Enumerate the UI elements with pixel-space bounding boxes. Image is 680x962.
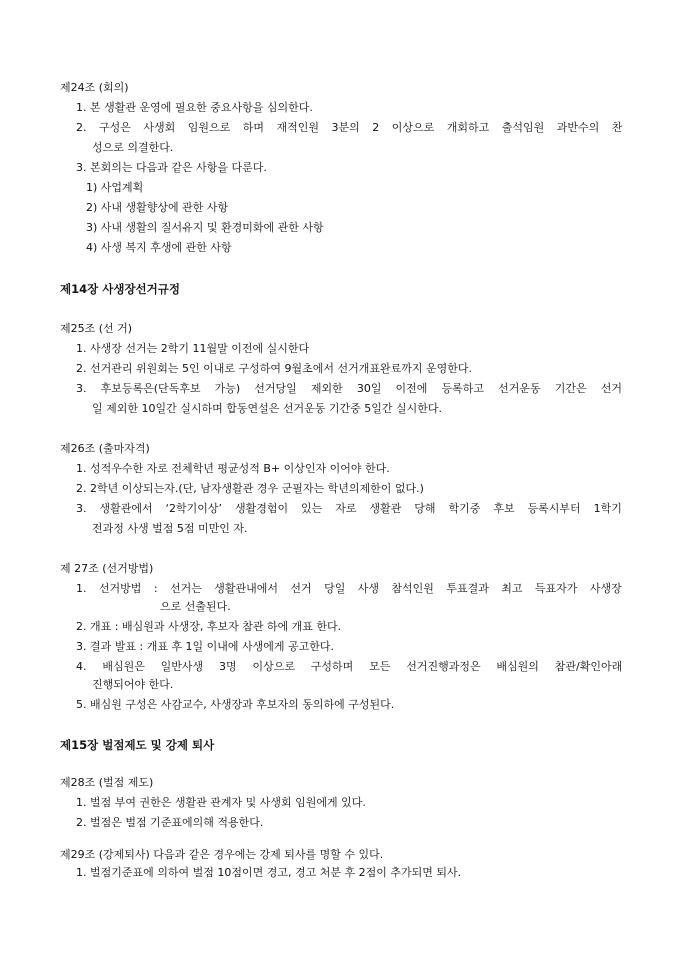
article-26-item-3-line-1: 3. 생활관에서 ‘2학기이상’ 생활경험이 있는 자로 생활관 당해 학기중 후보 등록시부터 1학기 bbox=[76, 502, 622, 515]
article-26-item-2: 2. 2학년 이상되는자.(단, 남자생활관 경우 군필자는 학년의제한이 없다.) bbox=[76, 482, 424, 495]
article-28-item-2: 2. 벌점은 벌점 기준표에의해 적용한다. bbox=[76, 816, 264, 829]
article-27-title: 제 27조 (선거방법) bbox=[60, 562, 154, 575]
article-24-item-1: 1. 본 생활관 운영에 필요한 중요사항을 심의한다. bbox=[76, 101, 313, 114]
article-29-title: 제29조 (강제퇴사) 다음과 같은 경우에는 강제 퇴사를 명할 수 있다. bbox=[60, 848, 384, 861]
article-24-item-2-line-2: 성으로 의결한다. bbox=[92, 141, 174, 154]
article-25-item-2: 2. 선거관리 위원회는 5인 이내로 구성하여 9월초에서 선거개표완료까지 운영한다. bbox=[76, 362, 472, 375]
article-27-item-4-line-2: 진행되어야 한다. bbox=[92, 678, 174, 691]
article-28-item-1: 1. 벌점 부여 권한은 생활관 관계자 및 사생회 임원에게 있다. bbox=[76, 796, 366, 809]
article-27-item-1-line-2: 으로 선출된다. bbox=[160, 600, 231, 613]
article-24-title: 제24조 (회의) bbox=[60, 81, 129, 94]
article-27-item-2: 2. 개표 : 배심원과 사생장, 후보자 참관 하에 개표 한다. bbox=[76, 620, 342, 633]
article-28-title: 제28조 (벌점 제도) bbox=[60, 776, 154, 789]
article-24-item-3: 3. 본회의는 다음과 같은 사항을 다룬다. bbox=[76, 161, 267, 174]
article-25-item-3-line-2: 일 제외한 10일간 실시하며 합동연설은 선거운동 기간중 5일간 실시한다. bbox=[92, 402, 442, 415]
article-27-item-1-line-1: 1. 선거방법 : 선거는 생활관내에서 선거 당일 사생 참석인원 투표결과 최고 득표자가 사생장 bbox=[76, 582, 622, 595]
article-24-sub-1: 1) 사업계획 bbox=[86, 181, 144, 194]
article-24-sub-2: 2) 사내 생활향상에 관한 사항 bbox=[86, 201, 229, 214]
article-27-item-4-line-1: 4. 배심원은 일반사생 3명 이상으로 구성하며 모든 선거진행과정은 배심원의 참관/확인아래 bbox=[76, 660, 623, 673]
article-26-item-3-line-2: 전과정 사생 벌점 5점 미만인 자. bbox=[92, 522, 248, 535]
article-24-sub-3: 3) 사내 생활의 질서유지 및 환경미화에 관한 사항 bbox=[86, 221, 324, 234]
article-25-item-3-line-1: 3. 후보등록은(단독후보 가능) 선거당일 제외한 30일 이전에 등록하고 선거운동 기간은 선거 bbox=[76, 382, 622, 395]
chapter-14-heading: 제14장 사생장선거규정 bbox=[60, 282, 180, 296]
article-26-title: 제26조 (출마자격) bbox=[60, 442, 150, 455]
chapter-15-heading: 제15장 벌점제도 및 강제 퇴사 bbox=[60, 738, 215, 752]
article-27-item-3: 3. 결과 발표 : 개표 후 1일 이내에 사생에게 공고한다. bbox=[76, 640, 335, 653]
article-27-item-5: 5. 배심원 구성은 사감교수, 사생장과 후보자의 동의하에 구성된다. bbox=[76, 698, 395, 711]
article-26-item-1: 1. 성적우수한 자로 전체학년 평균성적 B+ 이상인자 이어야 한다. bbox=[76, 462, 390, 475]
article-25-item-1: 1. 사생장 선거는 2학기 11월말 이전에 실시한다 bbox=[76, 342, 310, 355]
article-24-item-2-line-1: 2. 구성은 사생회 임원으로 하며 재적인원 3분의 2 이상으로 개회하고 출석임원 과반수의 찬 bbox=[76, 121, 623, 134]
article-29-item-1: 1. 벌점기준표에 의하여 벌점 10점이면 경고, 경고 처분 후 2점이 추가되면 퇴사. bbox=[76, 866, 462, 879]
article-24-sub-4: 4) 사생 복지 후생에 관한 사항 bbox=[86, 241, 232, 254]
article-25-title: 제25조 (선 거) bbox=[60, 322, 133, 335]
